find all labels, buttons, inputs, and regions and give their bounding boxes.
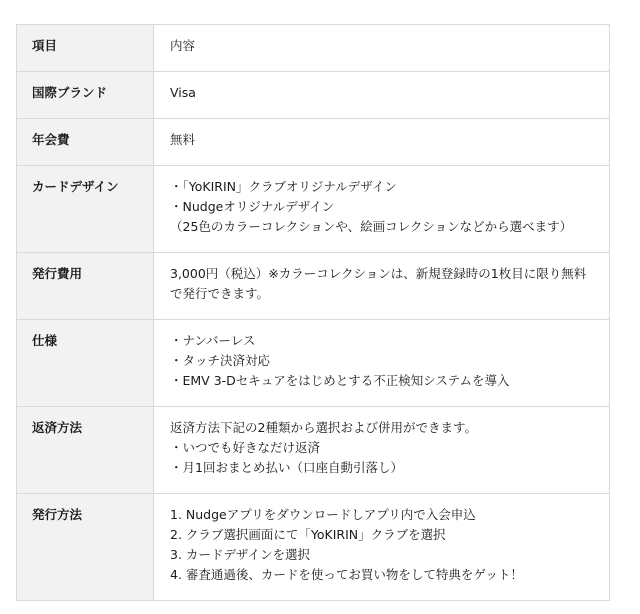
header-label-cell: 項目 — [17, 25, 154, 72]
row-value-line: ・EMV 3-Dセキュアをはじめとする不正検知システムを導入 — [170, 373, 510, 388]
row-label: 返済方法 — [17, 407, 154, 494]
row-value-line: ・Nudgeオリジナルデザイン — [170, 199, 335, 214]
row-value-line: 3,000円（税込）※カラーコレクションは、新規登録時の1枚目に限り無料で発行できます。 — [170, 266, 587, 301]
row-value — [154, 72, 610, 119]
row-value — [154, 119, 610, 166]
row-value-line: 返済方法下記の2種類から選択および併用ができます。 — [170, 420, 477, 435]
row-label: 発行費用 — [17, 253, 154, 320]
table-row-spec — [17, 320, 610, 407]
row-value-line: 4. 審査通過後、カードを使ってお買い物をして特典をゲット！ — [170, 567, 523, 582]
row-value — [154, 253, 610, 320]
row-value-line: 1. Nudgeアプリをダウンロードしアプリ内で入会申込 — [170, 507, 476, 522]
row-value-line: （25色のカラーコレクションや、絵画コレクションなどから選べます） — [170, 219, 573, 234]
row-value-line: ・「YoKIRIN」クラブオリジナルデザイン — [170, 179, 397, 194]
row-value-line: ・いつでも好きなだけ返済 — [170, 440, 321, 455]
table-row-brand — [17, 72, 610, 119]
card-spec-table — [16, 24, 610, 601]
row-value-line: 3. カードデザインを選択 — [170, 547, 311, 562]
table-row-repayment — [17, 407, 610, 494]
row-label: 年会費 — [17, 119, 154, 166]
table-header-row — [17, 25, 610, 72]
row-value — [154, 166, 610, 253]
row-label: 発行方法 — [17, 494, 154, 601]
row-value-line: Visa — [170, 85, 196, 100]
row-value — [154, 494, 610, 601]
row-value-line: 2. クラブ選択画面にて「YoKIRIN」クラブを選択 — [170, 527, 446, 542]
table-row-how-to-issue — [17, 494, 610, 601]
row-label: 国際ブランド — [17, 72, 154, 119]
row-value-line: 無料 — [170, 132, 196, 147]
table-row-card-design — [17, 166, 610, 253]
row-value — [154, 320, 610, 407]
table-row-annual-fee — [17, 119, 610, 166]
row-value-line: ・月1回おまとめ払い（口座自動引落し） — [170, 460, 403, 475]
row-value-line: ・ナンバーレス — [170, 333, 256, 348]
row-label: 仕様 — [17, 320, 154, 407]
row-value-line: ・タッチ決済対応 — [170, 353, 271, 368]
row-value — [154, 407, 610, 494]
header-value-cell: 内容 — [154, 25, 610, 72]
table-row-issue-fee — [17, 253, 610, 320]
row-label: カードデザイン — [17, 166, 154, 253]
